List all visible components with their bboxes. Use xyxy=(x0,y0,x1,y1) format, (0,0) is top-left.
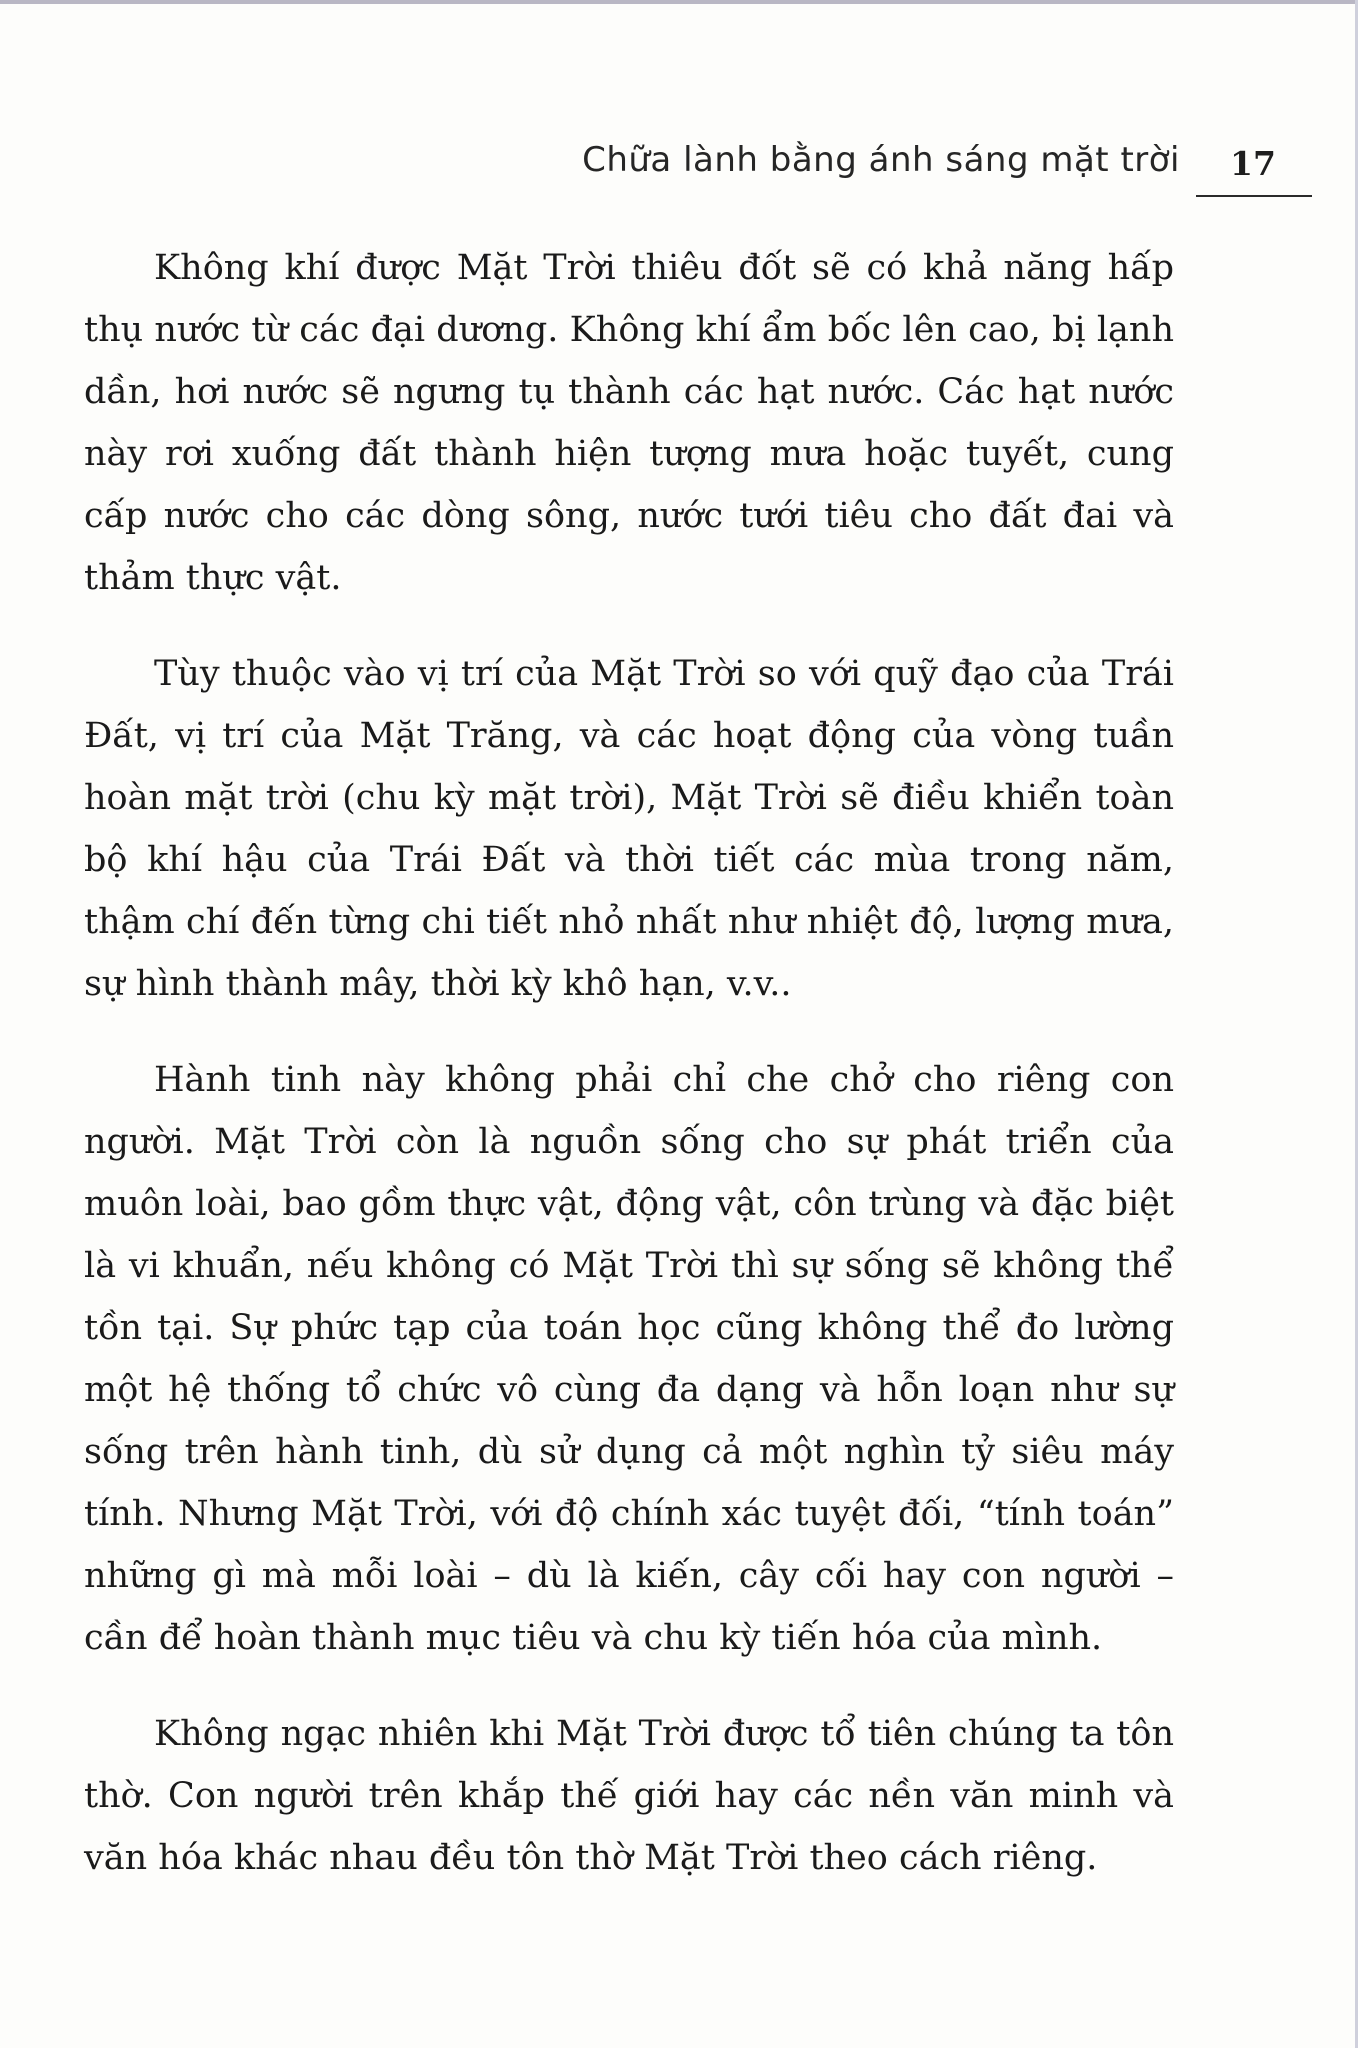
page-number-rule xyxy=(1196,195,1312,197)
body-text xyxy=(84,237,1174,1923)
paragraph-1: Không khí được Mặt Trời thiêu đốt sẽ có khả năng hấp thụ nước từ các đại dương. Không khí ẩm bốc lên cao, bị lạnh dần, hơi nước sẽ ngưng tụ thành các hạt nước. Các hạt nước này rơi xuống đất thành hiện tượng mưa hoặc tuyết, cung cấp nước cho các dòng sông, nước tưới tiêu cho đất đai và thảm thực vật. xyxy=(84,248,1174,598)
paragraph-2: Tùy thuộc vào vị trí của Mặt Trời so với quỹ đạo của Trái Đất, vị trí của Mặt Trăng, và các hoạt động của vòng tuần hoàn mặt trời (chu kỳ mặt trời), Mặt Trời sẽ điều khiển toàn bộ khí hậu của Trái Đất và thời tiết các mùa trong năm, thậm chí đến từng chi tiết nhỏ nhất như nhiệt độ, lượng mưa, sự hình thành mây, thời kỳ khô hạn, v.v.. xyxy=(84,654,1174,1004)
page-top-edge xyxy=(0,0,1358,4)
running-head: Chữa lành bằng ánh sáng mặt trời xyxy=(582,140,1180,180)
paragraph-4: Không ngạc nhiên khi Mặt Trời được tổ tiên chúng ta tôn thờ. Con người trên khắp thế giới hay các nền văn minh và văn hóa khác nhau đều tôn thờ Mặt Trời theo cách riêng. xyxy=(84,1714,1174,1878)
page-number: 17 xyxy=(1230,144,1276,183)
paragraph-3: Hành tinh này không phải chỉ che chở cho riêng con người. Mặt Trời còn là nguồn sống cho sự phát triển của muôn loài, bao gồm thực vật, động vật, côn trùng và đặc biệt là vi khuẩn, nếu không có Mặt Trời thì sự sống sẽ không thể tồn tại. Sự phức tạp của toán học cũng không thể đo lường một hệ thống tổ chức vô cùng đa dạng và hỗn loạn như sự sống trên hành tinh, dù sử dụng cả một nghìn tỷ siêu máy tính. Nhưng Mặt Trời, với độ chính xác tuyệt đối, “tính toán” những gì mà mỗi loài – dù là kiến, cây cối hay con người – cần để hoàn thành mục tiêu và chu kỳ tiến hóa của mình. xyxy=(84,1060,1174,1658)
